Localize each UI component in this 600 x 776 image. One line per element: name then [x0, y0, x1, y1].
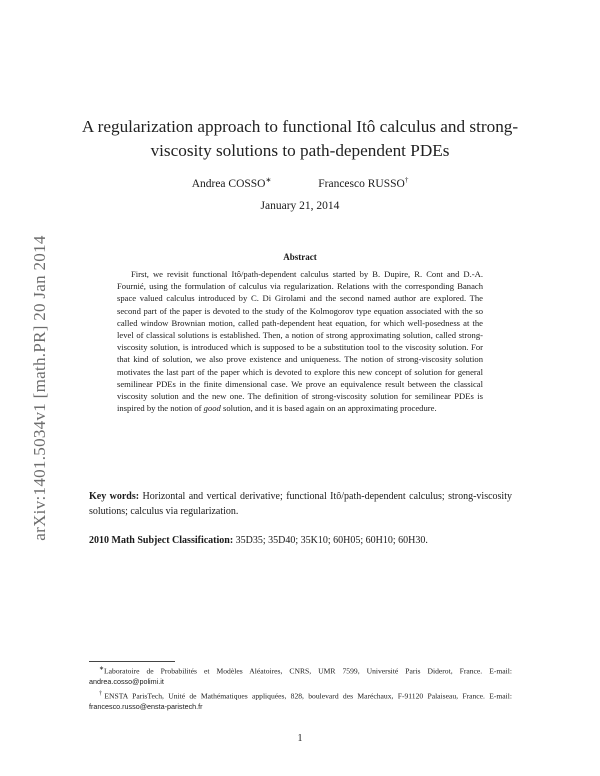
footnote-rule	[89, 661, 175, 662]
footnote-2	[89, 689, 512, 713]
author-1	[192, 176, 272, 190]
arxiv-stamp: arXiv:1401.5034v1 [math.PR] 20 Jan 2014	[30, 235, 49, 541]
author-2-name: Francesco RUSSO	[318, 177, 405, 190]
paper-title: A regularization approach to functional Itô calculus and strong-viscosity solutions to path-dependent PDEs	[81, 117, 519, 160]
abstract-body: First, we revisit functional Itô/path-dependent calculus started by B. Dupire, R. Cont and D.-A. Fournié, using the formulation of calculus via regularization. Relations with the corresponding Banach space valued calculus introduced by C. Di Girolami and the second named author are explored. The second part of the paper is devoted to the study of the Kolmogorov type equation associated with the so called window Brownian motion, called path-dependent heat equation, for which well-posedness at the level of classical solutions is established. Then, a notion of strong approximating solution, called strong-viscosity solution, is introduced which is supposed to be a substitution tool to the viscosity solution. For that kind of solution, we also prove existence and uniqueness. The notion of strong-viscosity solution motivates the last part of the paper which is devoted to explore this new concept of solution for general semilinear PDEs in the finite dimensional case. We prove an equivalence result between the classical viscosity solution and the new one. The definition of strong-viscosity solution for semilinear PDEs is inspired by the notion of good solution, and it is based again on an approximating procedure.	[117, 269, 483, 414]
keywords-text: Horizontal and vertical derivative; functional Itô/path-dependent calculus; strong-viscosity solutions; calculus via regularization.	[89, 491, 512, 517]
abstract-heading: Abstract	[283, 252, 317, 262]
footnote-2-email[interactable]: francesco.russo@ensta-paristech.fr	[89, 701, 203, 711]
author-list	[0, 176, 600, 190]
footnote-2-text: ENSTA ParisTech, Unité de Mathématiques appliquées, 828, boulevard des Maréchaux, F-91120 Palaiseau, France. E-mail:	[104, 691, 512, 701]
msc-label: 2010 Math Subject Classification:	[89, 535, 234, 546]
msc-text: 35D35; 35D40; 35K10; 60H05; 60H10; 60H30.	[235, 535, 428, 546]
footnote-1	[89, 664, 512, 688]
author-2	[318, 176, 408, 190]
page-number: 1	[297, 733, 303, 744]
footnotes	[89, 664, 512, 713]
keywords	[89, 490, 512, 519]
footnote-2-mark: †	[99, 690, 105, 697]
author-2-mark: †	[404, 176, 409, 184]
author-1-mark: ∗	[265, 176, 272, 184]
footnote-1-mark: ∗	[99, 666, 105, 672]
msc-classification	[89, 534, 512, 548]
author-1-name: Andrea COSSO	[191, 177, 266, 190]
paper-date: January 21, 2014	[260, 200, 340, 212]
footnote-1-text: Laboratoire de Probabilités et Modèles Aléatoires, CNRS, UMR 7599, Université Paris Diderot, France. E-mail:	[104, 666, 512, 676]
keywords-label: Key words:	[89, 491, 140, 502]
footnote-1-email[interactable]: andrea.cosso@polimi.it	[89, 677, 164, 687]
